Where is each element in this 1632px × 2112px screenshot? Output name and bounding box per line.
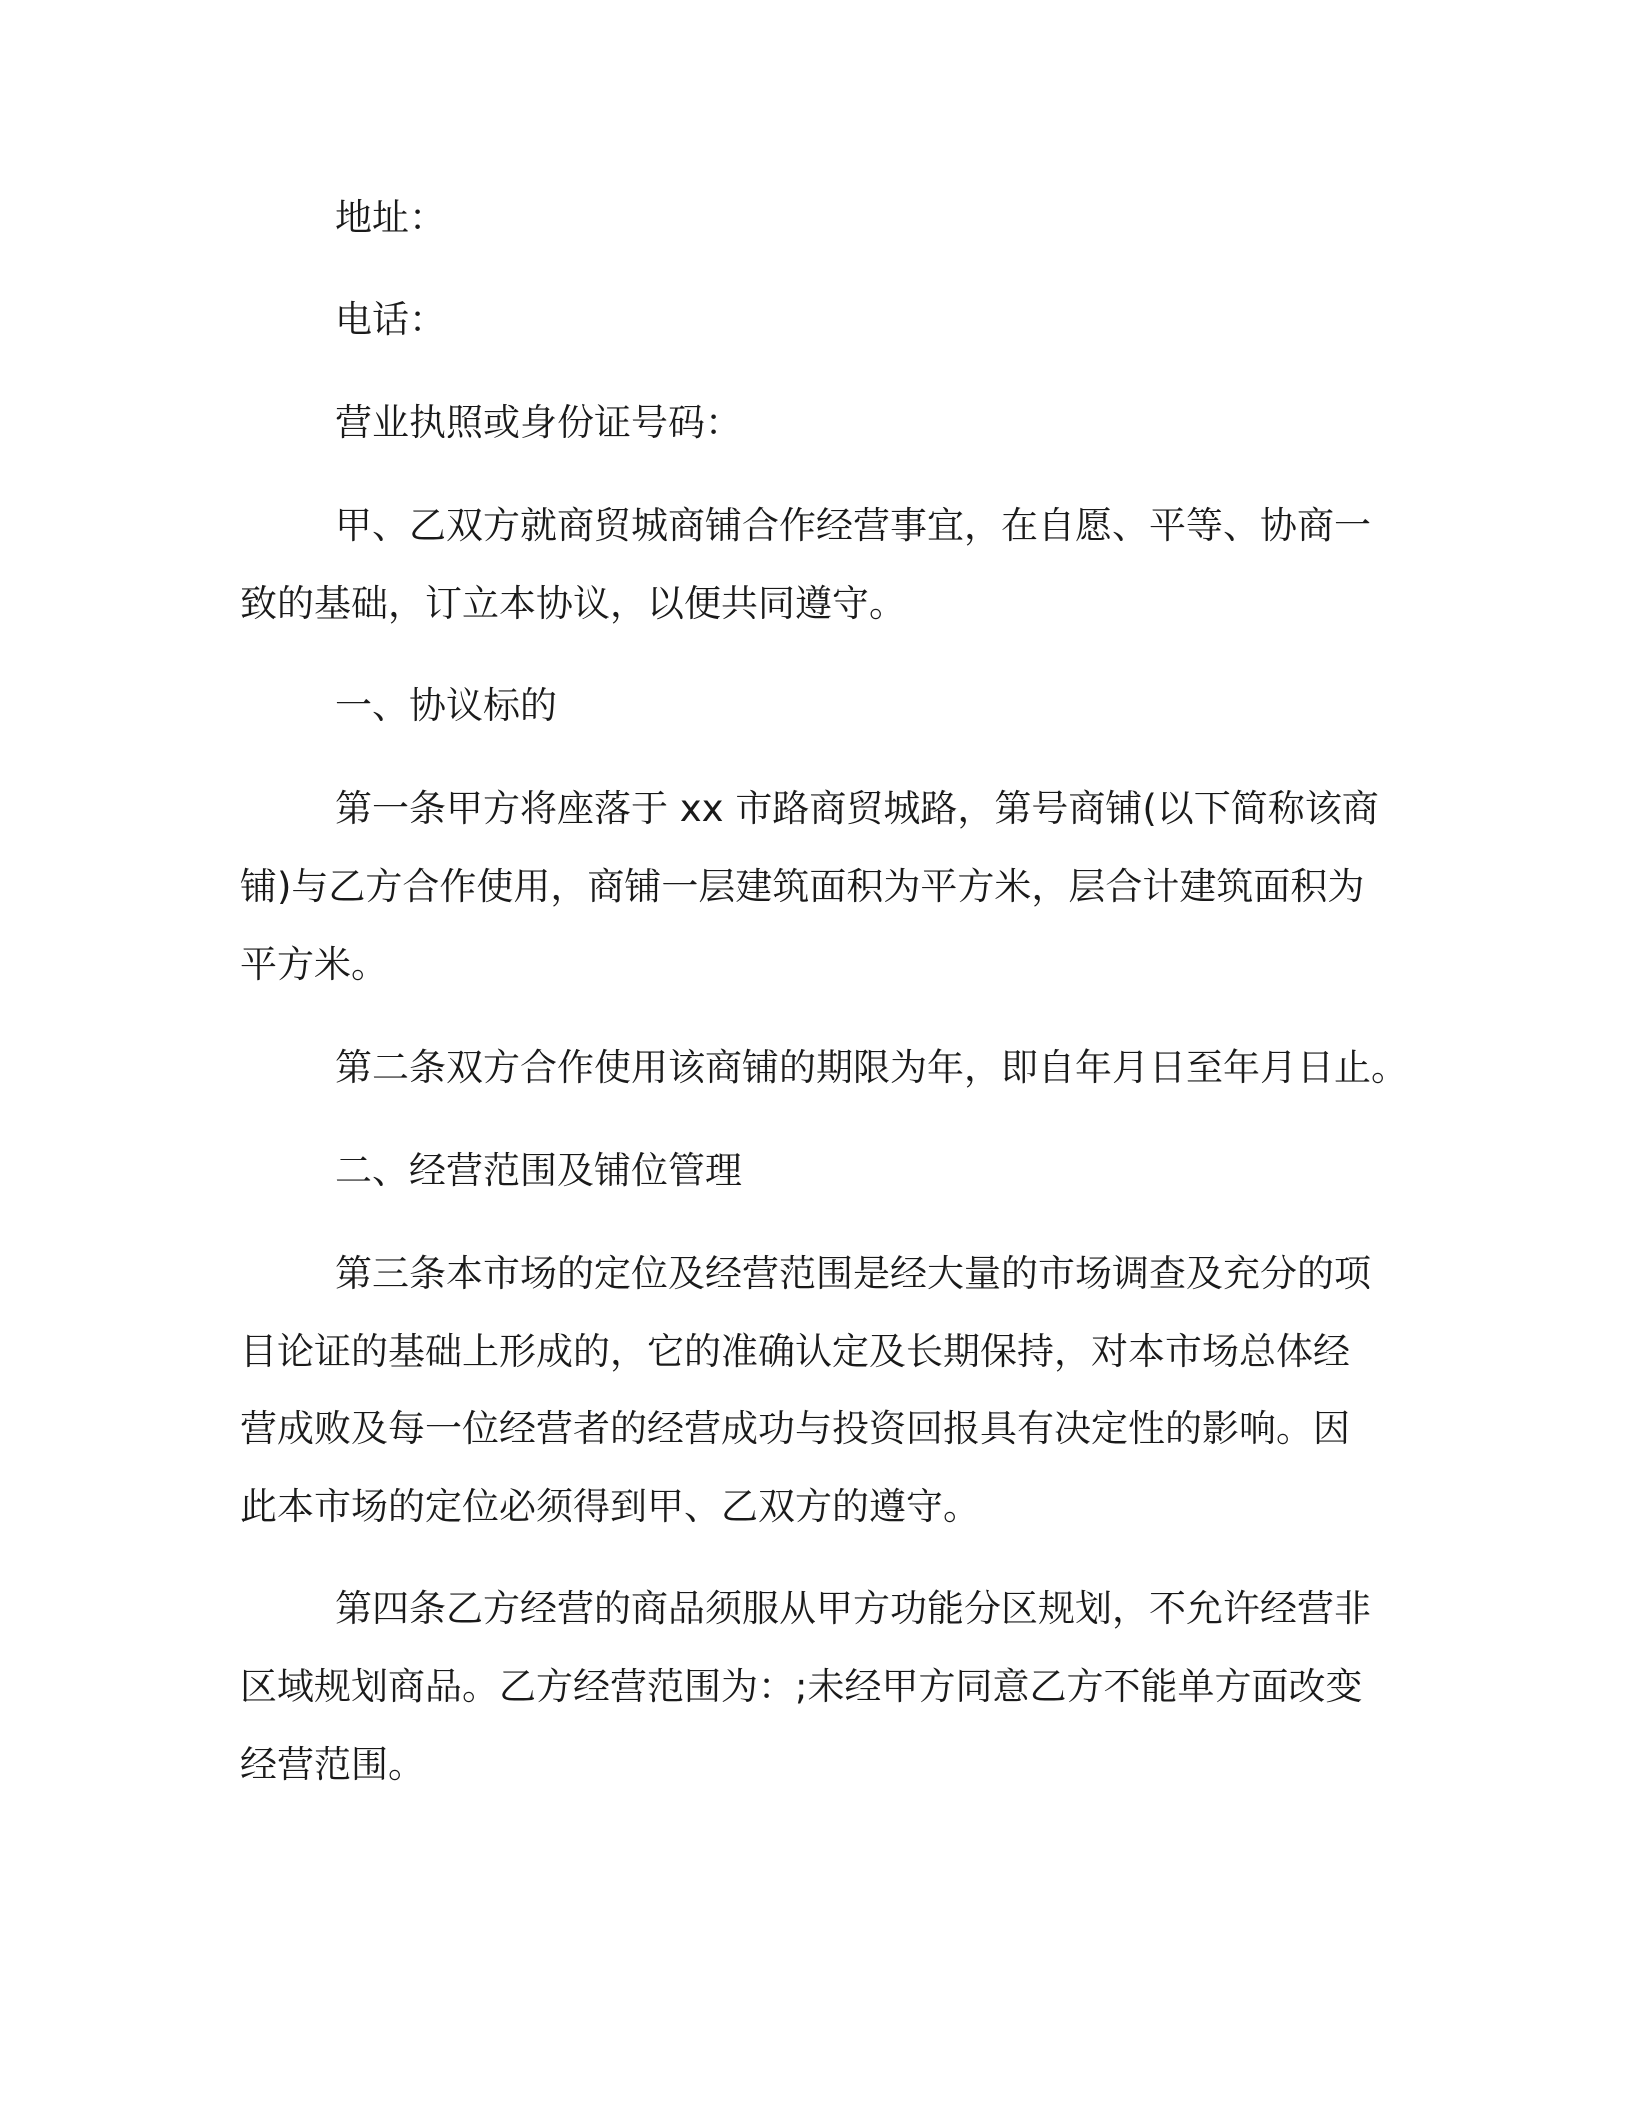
license-label: 营业执照或身份证号码： <box>335 401 742 444</box>
article-1-line-2: 铺)与乙方合作使用，商铺一层建筑面积为平方米，层合计建筑面积为 <box>240 865 1365 908</box>
article-3-line-4: 此本市场的定位必须得到甲、乙双方的遵守。 <box>240 1485 980 1528</box>
article-3-line-2: 目论证的基础上形成的，它的准确认定及长期保持，对本市场总体经 <box>240 1330 1350 1373</box>
address-label: 地址： <box>335 196 446 239</box>
article-2-line-1: 第二条双方合作使用该商铺的期限为年，即自年月日至年月日止。 <box>335 1046 1408 1089</box>
article-4-line-2: 区域规划商品。乙方经营范围为：;未经甲方同意乙方不能单方面改变 <box>240 1665 1363 1708</box>
intro-line-2: 致的基础，订立本协议，以便共同遵守。 <box>240 582 906 625</box>
article-3-line-1: 第三条本市场的定位及经营范围是经大量的市场调查及充分的项 <box>335 1252 1371 1295</box>
article-4-line-1: 第四条乙方经营的商品须服从甲方功能分区规划，不允许经营非 <box>335 1587 1371 1630</box>
section-2-heading: 二、经营范围及铺位管理 <box>335 1149 742 1192</box>
section-1-heading: 一、协议标的 <box>335 684 557 727</box>
article-1-line-1: 第一条甲方将座落于 xx 市路商贸城路，第号商铺(以下简称该商 <box>335 787 1379 830</box>
intro-line-1: 甲、乙双方就商贸城商铺合作经营事宜，在自愿、平等、协商一 <box>335 504 1371 547</box>
article-4-line-3: 经营范围。 <box>240 1743 425 1786</box>
article-1-line-3: 平方米。 <box>240 943 388 986</box>
article-3-line-3: 营成败及每一位经营者的经营成功与投资回报具有决定性的影响。因 <box>240 1407 1350 1450</box>
phone-label: 电话： <box>335 298 446 341</box>
